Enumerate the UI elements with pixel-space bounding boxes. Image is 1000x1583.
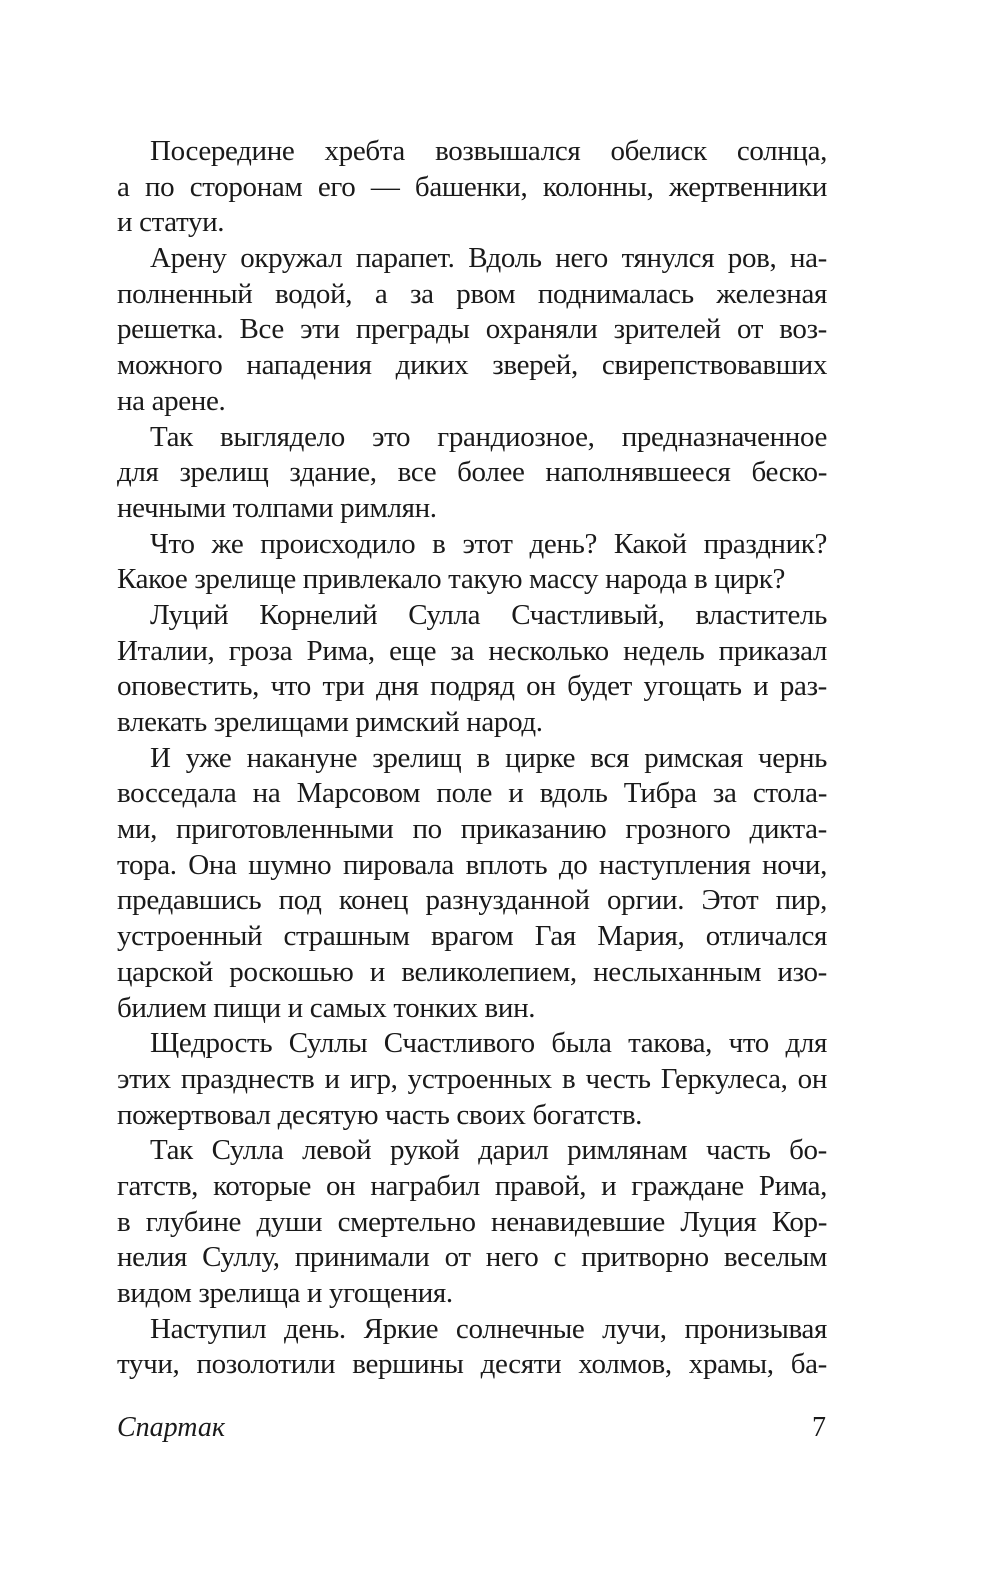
paragraph <box>117 527 827 598</box>
text-line: решетка. Все эти преграды охраняли зрителей от воз- <box>117 313 827 346</box>
page-number: 7 <box>812 1412 826 1443</box>
paragraph <box>117 1026 827 1133</box>
text-line: Арену окружал парапет. Вдоль него тянулся ров, на- <box>150 242 827 275</box>
text-line: тора. Она шумно пировала вплоть до наступления ночи, <box>117 848 827 881</box>
text-line: Посередине хребта возвышался обелиск солнца, <box>150 135 827 167</box>
text-line: Щедрость Суллы Счастливого была такова, что для <box>150 1027 827 1060</box>
paragraph <box>117 420 827 527</box>
text-line: Наступил день. Яркие солнечные лучи, пронизывая <box>150 1312 827 1345</box>
text-line: и статуи. <box>117 206 225 239</box>
text-line: Так выглядело это грандиозное, предназначенное <box>150 420 827 453</box>
text-line: Так Сулла левой рукой дарил римлянам часть бо- <box>150 1134 827 1167</box>
paragraph <box>117 741 827 1027</box>
text-line: ми, приготовленными по приказанию грозного дикта- <box>117 813 827 846</box>
text-line: а по сторонам его — башенки, колонны, жертвенники <box>117 170 827 203</box>
paragraph <box>117 1312 827 1383</box>
text-line: полненный водой, а за рвом поднималась железная <box>117 277 827 310</box>
text-line: пожертвовал десятую часть своих богатств. <box>117 1098 643 1131</box>
paragraph <box>117 1133 827 1311</box>
text-line: влекать зрелищами римский народ. <box>117 706 543 738</box>
running-footer-title: Спартак <box>117 1412 225 1443</box>
text-line: Италии, гроза Рима, еще за несколько недель приказал <box>117 634 827 667</box>
text-line: этих празднеств и игр, устроенных в честь Геркулеса, он <box>117 1062 827 1095</box>
text-line: оповестить, что три дня подряд он будет угощать и раз- <box>117 670 827 703</box>
text-line: восседала на Марсовом поле и вдоль Тибра за стола- <box>117 777 827 810</box>
text-line: нелия Суллу, принимали от него с притворно веселым <box>117 1241 827 1274</box>
text-line: для зрелищ здание, все более наполнявшееся беско- <box>117 456 827 489</box>
paragraph <box>117 134 827 241</box>
text-line: царской роскошью и великолепием, неслыханным изо- <box>117 955 827 988</box>
text-line: предавшись под конец разнузданной оргии. Этот пир, <box>117 884 827 917</box>
paragraph <box>117 241 827 419</box>
text-line: гатств, которые он награбил правой, и граждане Рима, <box>117 1169 827 1202</box>
text-line: на арене. <box>117 384 226 417</box>
page-body <box>117 134 827 1383</box>
text-line: билием пищи и самых тонких вин. <box>117 991 536 1024</box>
text-line: устроенный страшным врагом Гая Мария, отличался <box>117 920 827 953</box>
text-line: И уже накануне зрелищ в цирке вся римская чернь <box>150 741 827 774</box>
text-line: видом зрелища и угощения. <box>117 1277 453 1309</box>
text-line: Что же происходило в этот день? Какой праздник? <box>150 527 827 560</box>
text-line: в глубине души смертельно ненавидевшие Луция Кор- <box>117 1205 827 1238</box>
paragraph <box>117 598 827 741</box>
text-line: тучи, позолотили вершины десяти холмов, храмы, ба- <box>117 1348 827 1381</box>
text-line: можного нападения диких зверей, свирепствовавших <box>117 349 827 382</box>
text-line: нечными толпами римлян. <box>117 491 437 524</box>
text-line: Какое зрелище привлекало такую массу народа в цирк? <box>117 563 786 596</box>
text-line: Луций Корнелий Сулла Счастливый, властитель <box>150 598 827 631</box>
